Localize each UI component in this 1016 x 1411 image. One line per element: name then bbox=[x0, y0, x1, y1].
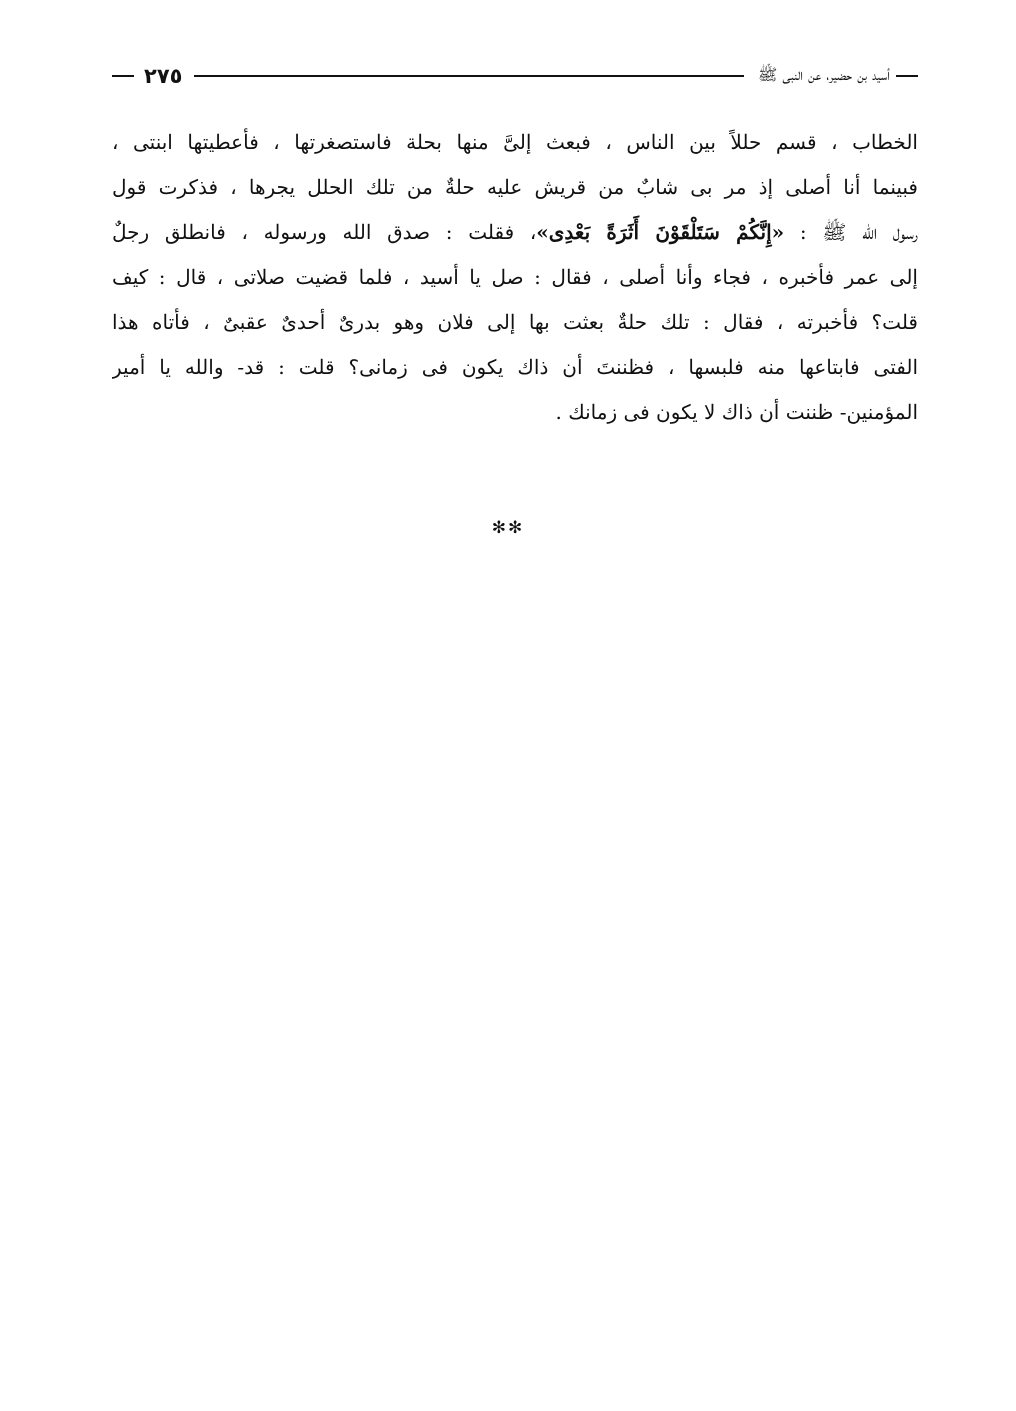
hadith-quote: «إِنَّكُمْ سَتَلْقَوْنَ أَثَرَةً بَعْدِى» bbox=[536, 220, 785, 244]
header-rule-left bbox=[112, 75, 134, 77]
header-rule-middle bbox=[194, 75, 744, 77]
body-text bbox=[112, 120, 918, 435]
text-line-2: فبينما أنا أصلى إذ مر بى شابٌ من قريش عليه حلةٌ من تلك الحلل يجرها ، فذكرت قول bbox=[112, 175, 918, 199]
text-line-7: المؤمنين- ظننت أن ذاك لا يكون فى زمانك . bbox=[555, 400, 918, 424]
running-header bbox=[112, 56, 918, 96]
text-line-3 bbox=[112, 210, 918, 255]
text-line-6: الفتى فابتاعها منه فلبسها ، فظننتَ أن ذاك يكون فى زمانى؟ قلت : قد- والله يا أمير bbox=[112, 355, 918, 379]
section-end-ornament: ✻✻ bbox=[491, 518, 525, 538]
text-line-4: إلى عمر فأخبره ، فجاء وأنا أصلى ، فقال : صل يا أسيد ، فلما قضيت صلاتى ، قال : كيف bbox=[112, 265, 918, 289]
running-title: أسيد بن حضير، عن النبى ﷺ bbox=[757, 64, 890, 84]
text-line-1: الخطاب ، قسم حللاً بين الناس ، فبعث إلىَّ منها بحلة فاستصغرتها ، فأعطيتها ابنتى ، bbox=[112, 130, 918, 154]
header-rule-right bbox=[896, 75, 918, 77]
text-line-5: قلت؟ فأخبرته ، فقال : تلك حلةٌ بعثت بها إلى فلان وهو بدرىٌ أحدىٌ عقبىٌ ، فأتاه هذا bbox=[112, 310, 918, 334]
text-line-3-start: رسول الله ﷺ : bbox=[799, 220, 918, 244]
page-number: ٢٧٥ bbox=[144, 64, 183, 88]
text-line-3-end: ، فقلت : صدق الله ورسوله ، فانطلق رجلٌ bbox=[112, 220, 537, 244]
